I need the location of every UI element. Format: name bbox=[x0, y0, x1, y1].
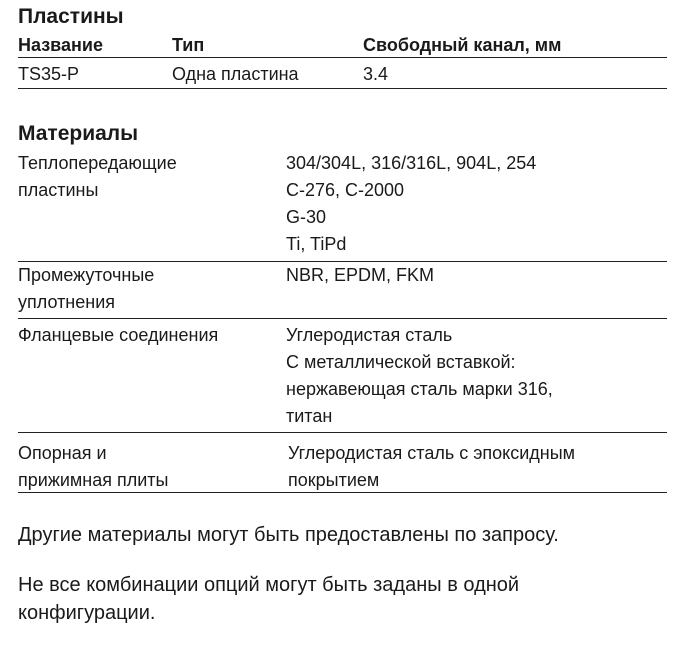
availability-note: Другие материалы могут быть предоставлены по запросу. bbox=[18, 524, 559, 546]
materials-row-divider bbox=[18, 432, 667, 433]
column-header-channel: Свободный канал, мм bbox=[363, 35, 562, 55]
configuration-note-line: конфигурации. bbox=[18, 602, 156, 624]
material-value-line: нержавеющая сталь марки 316, bbox=[286, 379, 553, 399]
materials-row-divider bbox=[18, 318, 667, 319]
material-value-line: C-276, C-2000 bbox=[286, 180, 405, 200]
material-value-line: 304/304L, 316/316L, 904L, 254 bbox=[286, 153, 537, 173]
column-header-type: Тип bbox=[172, 35, 205, 55]
plates-section-title: Пластины bbox=[18, 5, 124, 28]
plate-channel-cell: 3.4 bbox=[363, 64, 389, 84]
header-divider bbox=[18, 57, 667, 58]
material-value-line: Углеродистая сталь bbox=[286, 325, 453, 345]
material-value-line: Ti, TiPd bbox=[286, 234, 347, 254]
material-value-line: G-30 bbox=[286, 207, 327, 227]
plate-type-cell: Одна пластина bbox=[172, 64, 299, 84]
material-label-line: уплотнения bbox=[18, 292, 116, 312]
material-value-line: NBR, EPDM, FKM bbox=[286, 265, 435, 285]
material-value-line: титан bbox=[286, 406, 333, 426]
material-value-line: покрытием bbox=[288, 470, 380, 490]
materials-table-bottom-divider bbox=[18, 492, 667, 493]
material-label-line: Теплопередающие bbox=[18, 153, 177, 173]
materials-section-title: Материалы bbox=[18, 122, 139, 145]
material-value-line: Углеродистая сталь с эпоксидным bbox=[288, 443, 576, 463]
material-label-line: Фланцевые соединения bbox=[18, 325, 219, 345]
plate-name-cell: TS35-P bbox=[18, 64, 80, 84]
configuration-note-line: Не все комбинации опций могут быть заданы в одной bbox=[18, 574, 520, 596]
material-label-line: Опорная и bbox=[18, 443, 107, 463]
material-value-line: С металлической вставкой: bbox=[286, 352, 516, 372]
material-label-line: пластины bbox=[18, 180, 99, 200]
material-label-line: прижимная плиты bbox=[18, 470, 169, 490]
material-label-line: Промежуточные bbox=[18, 265, 155, 285]
column-header-name: Название bbox=[18, 35, 103, 55]
plates-table-bottom-divider bbox=[18, 88, 667, 89]
